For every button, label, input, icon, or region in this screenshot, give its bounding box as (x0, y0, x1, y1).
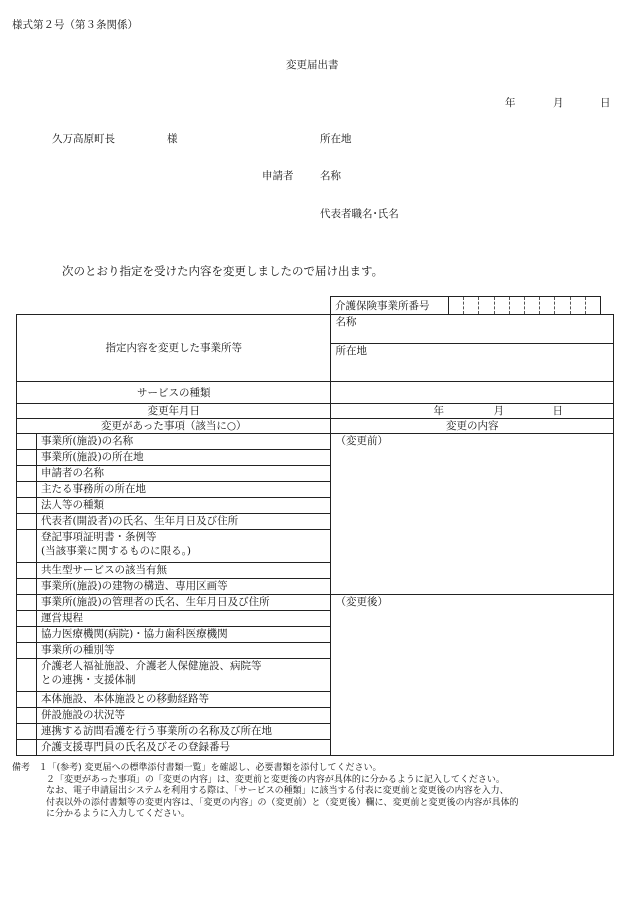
item-check[interactable] (17, 692, 37, 708)
service-type-field[interactable] (331, 382, 614, 404)
item-label: 申請者の名称 (36, 466, 331, 482)
notes (12, 763, 612, 821)
item-label: 連携する訪問看護を行う事業所の名称及び所在地 (36, 724, 331, 740)
item-check[interactable] (17, 530, 37, 563)
item-label-line1: 登記事項証明書・条例等 (40, 531, 157, 543)
item-check[interactable] (17, 482, 37, 498)
item-label: 代表者(開設者)の氏名、生年月日及び住所 (36, 514, 331, 530)
item-label: 事業所の種別等 (36, 643, 331, 659)
office-name-field[interactable] (331, 315, 614, 344)
item-label: 運営規程 (36, 611, 331, 627)
item-label-line1: 介護老人福祉施設、介護老人保健施設、病院等 (40, 660, 262, 672)
date-year: 年 (505, 97, 516, 109)
item-check[interactable] (17, 643, 37, 659)
item-check[interactable] (17, 627, 37, 643)
date-day: 日 (600, 97, 611, 109)
insurer-number-table (330, 296, 601, 315)
before-content-field[interactable] (331, 434, 614, 595)
item-check[interactable] (17, 708, 37, 724)
insurer-number-field[interactable] (449, 297, 601, 315)
change-date-day: 日 (552, 405, 563, 417)
date-month: 月 (553, 97, 564, 109)
item-label: 介護支援専門員の氏名及びその登録番号 (36, 740, 331, 756)
item-label (36, 659, 331, 692)
item-label: 事業所(施設)の所在地 (36, 450, 331, 466)
form-label: 様式第２号（第３条関係） (12, 19, 138, 31)
item-label: 協力医療機関(病院)・協力歯科医療機関 (36, 627, 331, 643)
content-header: 変更の内容 (331, 419, 614, 434)
item-check[interactable] (17, 724, 37, 740)
item-check[interactable] (17, 450, 37, 466)
item-label-line2: (当該事業に関するものに限る。) (40, 545, 191, 557)
applicant-name-label: 名称 (320, 170, 341, 182)
item-check[interactable] (17, 498, 37, 514)
note-4: 付表以外の添付書類等の変更内容は、「変更の内容」の（変更前）と（変更後）欄に、変更前と変更後の内容が具体的 (46, 797, 519, 808)
after-label: （変更後） (335, 596, 388, 608)
notes-label: 備考 (12, 763, 31, 773)
office-name-label: 名称 (335, 316, 357, 328)
item-check[interactable] (17, 563, 37, 579)
item-label: 法人等の種類 (36, 498, 331, 514)
change-date-field[interactable] (331, 404, 614, 419)
applicant-address-label: 所在地 (320, 133, 352, 145)
item-check[interactable] (17, 659, 37, 692)
item-label: 共生型サービスの該当有無 (36, 563, 331, 579)
item-check[interactable] (17, 434, 37, 450)
item-label: 主たる事務所の所在地 (36, 482, 331, 498)
items-header: 変更があった事項（該当に○） (17, 419, 331, 434)
note-2: ２「変更があった事項」の「変更の内容」は、変更前と変更後の内容が具体的に分かるように記入してください。 (46, 774, 505, 785)
note-1: １「(参考) 変更届への標準添付書類一覧」を確認し、必要書類を添付してください。 (38, 763, 382, 773)
item-label: 事業所(施設)の管理者の氏名、生年月日及び住所 (36, 595, 331, 611)
applicant-rep-label: 代表者職名･氏名 (320, 208, 399, 220)
office-address-label: 所在地 (335, 345, 367, 357)
change-date-year: 年 (433, 405, 444, 417)
item-check[interactable] (17, 611, 37, 627)
service-type-label: サービスの種類 (17, 382, 331, 404)
item-check[interactable] (17, 466, 37, 482)
applicant-label: 申請者 (262, 170, 294, 182)
main-form-table (16, 314, 614, 756)
item-label (36, 530, 331, 563)
item-label-line2: との連携・支援体制 (40, 674, 136, 686)
item-check[interactable] (17, 579, 37, 595)
item-label: 本体施設、本体施設との移動経路等 (36, 692, 331, 708)
office-address-field[interactable] (331, 344, 614, 382)
recipient-honorific: 様 (167, 133, 178, 145)
change-date-label: 変更年月日 (17, 404, 331, 419)
page-title: 変更届出書 (286, 59, 339, 71)
item-check[interactable] (17, 595, 37, 611)
note-5: に分かるように入力してください。 (46, 809, 191, 819)
note-3: なお、電子申請届出システムを利用する際は、「サービスの種類」に該当する付表に変更前と変更後の内容を入力、 (46, 786, 509, 796)
item-label: 事業所(施設)の建物の構造、専用区画等 (36, 579, 331, 595)
office-label: 指定内容を変更した事業所等 (17, 315, 331, 382)
before-label: （変更前） (335, 435, 388, 447)
item-check[interactable] (17, 514, 37, 530)
recipient-name: 久万高原町長 (52, 133, 115, 145)
intro-text: 次のとおり指定を受けた内容を変更しましたので届け出ます。 (62, 264, 384, 278)
item-check[interactable] (17, 740, 37, 756)
item-label: 併設施設の状況等 (36, 708, 331, 724)
insurer-number-label: 介護保険事業所番号 (331, 297, 449, 315)
after-content-field[interactable] (331, 595, 614, 756)
item-label: 事業所(施設)の名称 (36, 434, 331, 450)
change-date-month: 月 (493, 405, 504, 417)
